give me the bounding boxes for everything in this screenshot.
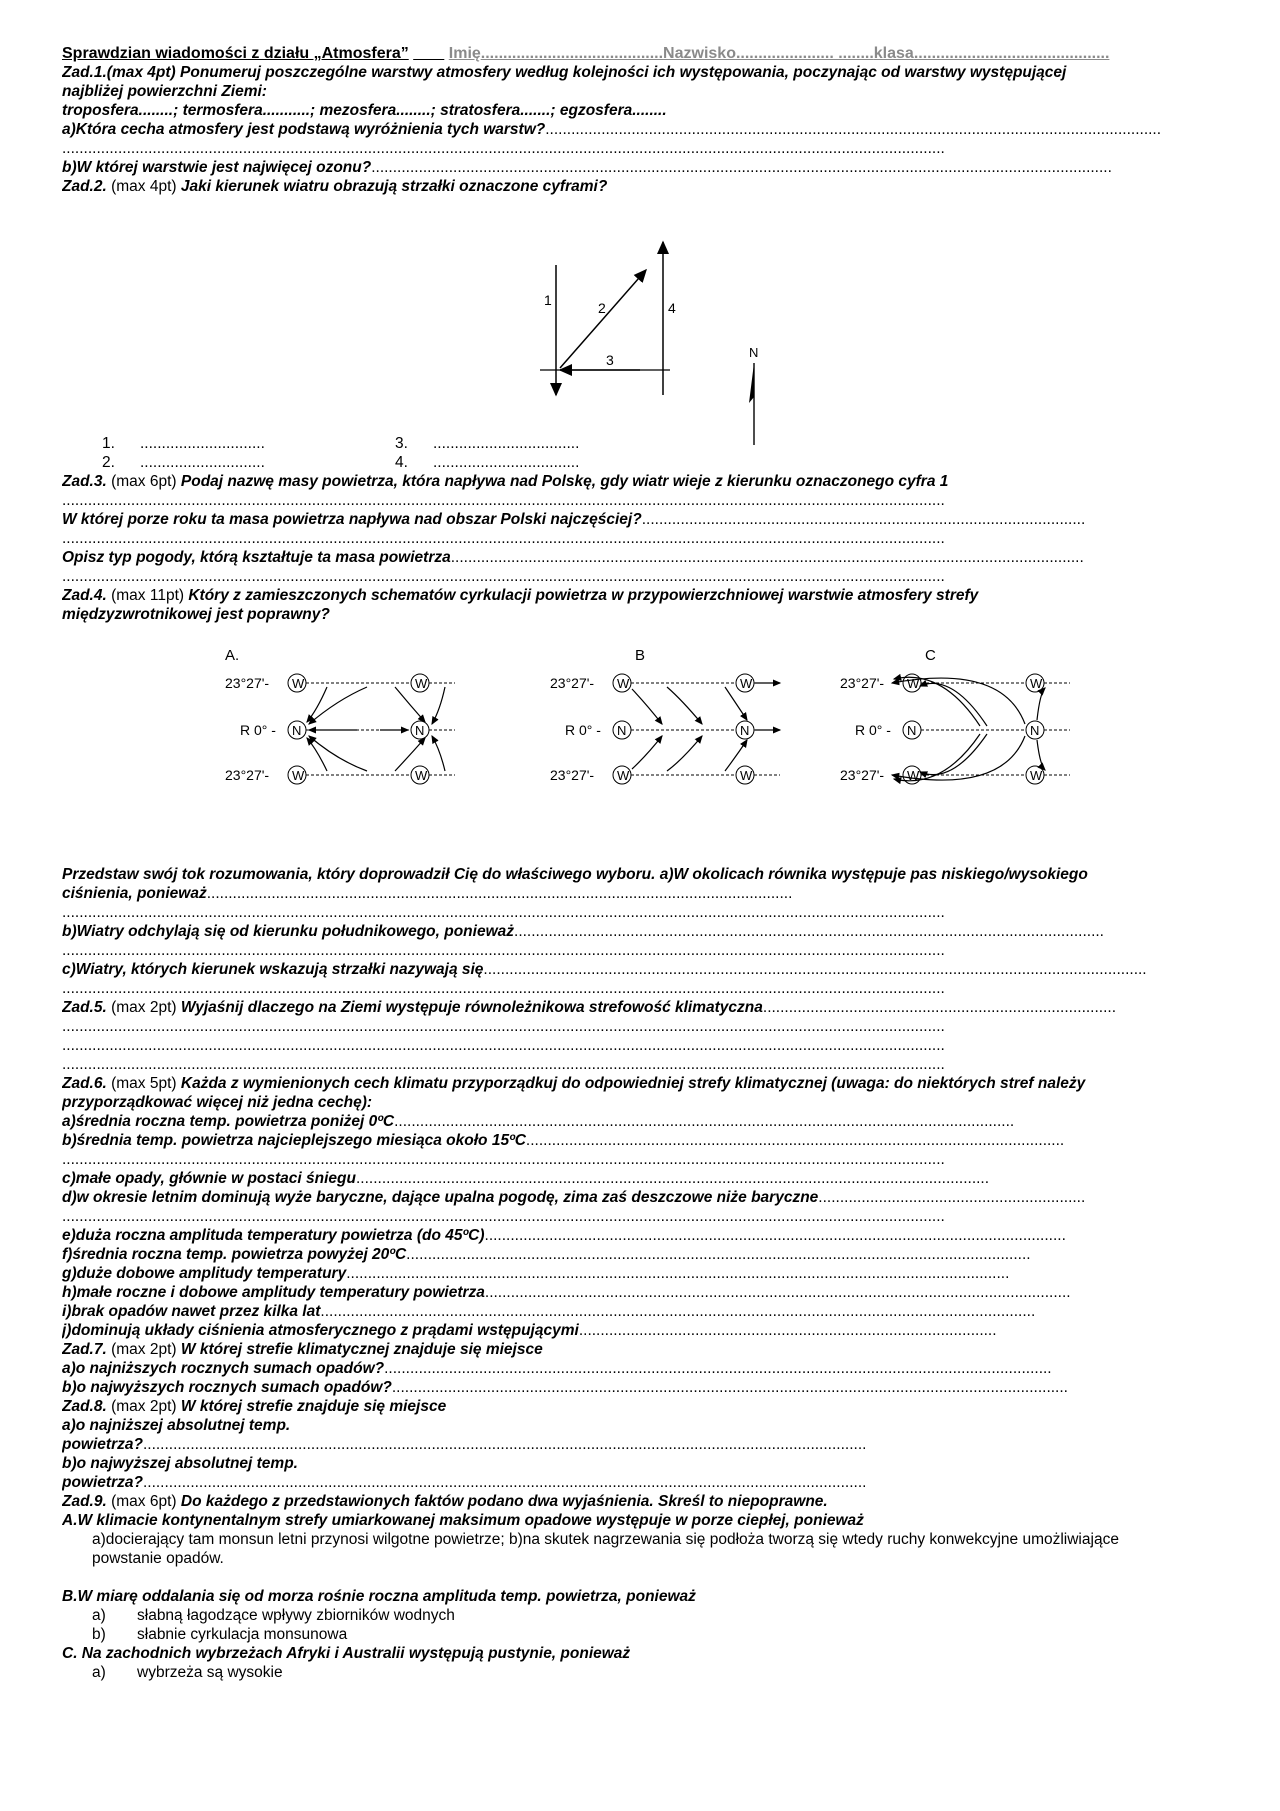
zad8-question: Zad.8. (max 2pt) W której strefie znajduje się miejsce (62, 1398, 447, 1415)
high-pressure-top-right-letter: W (1030, 676, 1043, 691)
answer-line: ............................................................................................................................................................................................................. (62, 980, 945, 997)
zad9-fact-b-option-b: b) słabnie cyrkulacja monsunowa (92, 1626, 348, 1643)
lat-label-top: 23°27'- (550, 675, 595, 691)
zad9-fact-b-option-a: a) słabną łagodzące wpływy zbiorników wodnych (92, 1607, 455, 1624)
zad4-reason: Przedstaw swój tok rozumowania, który doprowadził Cię do właściwego wyboru. a)W okolicach równika występuje pas niskiego/wysokiego (62, 866, 1088, 883)
zad6-b: b)średnia temp. powietrza najcieplejszego miesiąca około 15ºC............................................................................................................................. (62, 1132, 1065, 1149)
lat-label-bottom: 23°27'- (225, 767, 270, 783)
zad6-a: a)średnia roczna temp. powietrza poniżej 0ºC................................................................................................................................................ (62, 1113, 1015, 1130)
answer-line: ............................................................................................................................................................................................................. (62, 1018, 945, 1035)
arrow-label-3: 3 (606, 352, 614, 368)
zad8-a-cont: powietrza?........................................................................................................................................................................ (62, 1436, 867, 1453)
zad2-answer-2: 2. ............................. 4. .................................. (102, 454, 580, 471)
arrow-2 (560, 270, 646, 368)
low-pressure-left-letter: N (617, 723, 627, 738)
zad6-e: e)duża roczna amplituda temperatury powietrza (do 45ºC)....................................................................................................................................... (62, 1227, 1066, 1244)
arrow-label-2: 2 (598, 300, 606, 316)
zad2-answer-1: 1. ............................. 3. .................................. (102, 435, 580, 452)
header-line: Sprawdzian wiadomości z działu „Atmosfera” Imię.........................................Nazwisko...................... ........klasa............................................ (62, 45, 1110, 62)
answer-line: ............................................................................................................................................................................................................. (62, 942, 945, 959)
zad6-h: h)małe roczne i dobowe amplitudy temperatury powietrza........................................................................................................................................ (62, 1284, 1071, 1301)
high-pressure-top-left-letter: W (292, 676, 305, 691)
zad6-question-cont: przyporządkować więcej niż jedna cechę): (62, 1094, 373, 1111)
zad9-question: Zad.9. (max 6pt) Do każdego z przedstawionych faktów podano dwa wyjaśnienia. Skreśl to niepoprawne. (62, 1493, 828, 1510)
lat-label-bottom: 23°27'- (840, 767, 885, 783)
high-pressure-top-left-letter: W (617, 676, 630, 691)
zad3-q2: W której porze roku ta masa powietrza napływa nad obszar Polski najczęściej?....................................................................................................... (62, 511, 1086, 528)
zad4-c: c)Wiatry, których kierunek wskazują strzałki nazywają się.......................................................................................................................................................... (62, 961, 1147, 978)
scheme-label-0: A. (225, 648, 240, 664)
answer-line: ............................................................................................................................................................................................................. (62, 530, 945, 547)
equator-label: R 0° - (855, 722, 891, 738)
zad7-b: b)o najwyższych rocznych sumach opadów?............................................................................................................................................................. (62, 1379, 1068, 1396)
zad6-c: c)małe opady, głównie w postaci śniegu................................................................................................................................................... (62, 1170, 990, 1187)
zad7-question: Zad.7. (max 2pt) W której strefie klimatycznej znajduje się miejsce (62, 1341, 543, 1358)
zad9-fact-b: B.W miarę oddalania się od morza rośnie roczna amplituda temp. powietrza, ponieważ (62, 1588, 696, 1605)
zad6-g: g)duże dobowe amplitudy temperatury.......................................................................................................................................................... (62, 1265, 1010, 1282)
zad1-question: Zad.1.(max 4pt) Ponumeruj poszczególne warstwy atmosfery według kolejności ich występowania, poczynając od warstwy występującej (62, 64, 1067, 81)
zad6-question: Zad.6. (max 5pt) Każda z wymienionych cech klimatu przyporządkuj do odpowiedniej strefy klimatycznej (uwaga: do niektórych stref należy (62, 1075, 1086, 1092)
zad9-fact-c: C. Na zachodnich wybrzeżach Afryki i Australii występują pustynie, ponieważ (62, 1645, 631, 1662)
zad4-question-cont: międzyzwrotnikowej jest poprawny? (62, 606, 330, 623)
zad9-fact-a-answers: a)docierający tam monsun letni przynosi wilgotne powietrze; b)na skutek nagrzewania się podłoża tworzą się wtedy ruchy konwekcyjne umożliwiające powstanie opadów. (92, 1531, 1119, 1567)
high-pressure-bottom-right-letter: W (415, 768, 428, 783)
north-arrow-head (749, 363, 754, 403)
answer-line: ............................................................................................................................................................................................................. (62, 1151, 945, 1168)
zad4-b: b)Wiatry odchylają się od kierunku południkowego, ponieważ......................................................................................................................................... (62, 923, 1104, 940)
surname-label: Nazwisko (663, 45, 736, 62)
zad3-question: Zad.3. (max 6pt) Podaj nazwę masy powietrza, która napływa nad Polskę, gdy wiatr wieje z kierunku oznaczonego cyfra 1 (62, 473, 949, 490)
wind-arrow (920, 683, 987, 726)
zad4-question: Zad.4. (max 11pt) Który z zamieszczonych schematów cyrkulacji powietrza w przypowierzchniowej warstwie atmosfery strefy (62, 587, 979, 604)
zad1-question-cont: najbliżej powierzchni Ziemi: (62, 83, 267, 100)
answer-line: ............................................................................................................................................................................................................. (62, 1056, 945, 1073)
class-label: klasa (873, 45, 914, 62)
wind-arrow (920, 734, 987, 775)
wind-arrow (632, 689, 662, 724)
zad8-a: a)o najniższej absolutnej temp. (62, 1417, 291, 1434)
wind-arrow (667, 736, 702, 771)
high-pressure-top-right-letter: W (740, 676, 753, 691)
high-pressure-bottom-right-letter: W (740, 768, 753, 783)
answer-line: ............................................................................................................................................................................................................. (62, 492, 945, 509)
wind-arrow (432, 687, 445, 724)
zad6-j: j)dominują układy ciśnienia atmosferycznego z prądami wstępującymi................................................................................................. (62, 1322, 997, 1339)
high-pressure-bottom-left-letter: W (907, 768, 920, 783)
equator-label: R 0° - (565, 722, 601, 738)
zad4-reason-cont: ciśnienia, ponieważ........................................................................................................................................ (62, 885, 793, 902)
answer-line: ............................................................................................................................................................................................................. (62, 568, 945, 585)
low-pressure-right-letter: N (740, 723, 750, 738)
wind-arrow (667, 687, 702, 724)
low-pressure-left-letter: N (907, 723, 917, 738)
test-title: Sprawdzian wiadomości z działu „Atmosfera” (62, 45, 409, 62)
zad1-a: a)Która cecha atmosfery jest podstawą wyróżnienia tych warstw?............................................................................................................................................... (62, 121, 1162, 138)
answer-line: ............................................................................................................................................................................................................. (62, 904, 945, 921)
answer-line: ............................................................................................................................................................................................................. (62, 1208, 945, 1225)
wind-arrow (632, 736, 662, 769)
equator-label: R 0° - (240, 722, 276, 738)
zad1-b: b)W której warstwie jest najwięcej ozonu?............................................................................................................................................................................ (62, 159, 1112, 176)
lat-label-top: 23°27'- (840, 675, 885, 691)
zad2-question: Zad.2. (max 4pt) Jaki kierunek wiatru obrazują strzałki oznaczone cyframi? (62, 178, 608, 195)
zad8-b: b)o najwyższej absolutnej temp. (62, 1455, 298, 1472)
low-pressure-right-letter: N (415, 723, 425, 738)
name-label: Imię (448, 45, 481, 62)
zad6-f: f)średnia roczna temp. powietrza powyżej 20ºC................................................................................................................................................. (62, 1246, 1031, 1263)
wind-arrow (1037, 740, 1045, 770)
wind-arrows-diagram (520, 235, 780, 450)
high-pressure-bottom-left-letter: W (617, 768, 630, 783)
zad3-q3: Opisz typ pogody, którą kształtuje ta masa powietrza................................................................................................................................................... (62, 549, 1084, 566)
arrow-label-1: 1 (544, 292, 552, 308)
zad8-b-cont: powietrza?........................................................................................................................................................................ (62, 1474, 867, 1491)
circulation-schemes (215, 648, 1085, 788)
zad1-layers: troposfera........; termosfera...........; mezosfera........; stratosfera.......; egzosfera........ (62, 102, 667, 119)
answer-line: ............................................................................................................................................................................................................. (62, 140, 945, 157)
wind-arrow (1037, 688, 1045, 720)
zad6-d: d)w okresie letnim dominują wyże baryczne, dające upalna pogodę, zima zaś deszczowe niże baryczne.............................................................. (62, 1189, 1086, 1206)
zad7-a: a)o najniższych rocznych sumach opadów?........................................................................................................................................................... (62, 1360, 1052, 1377)
high-pressure-bottom-right-letter: W (1030, 768, 1043, 783)
answer-line: ............................................................................................................................................................................................................. (62, 1037, 945, 1054)
zad6-i: i)brak opadów nawet przez kilka lat...................................................................................................................................................................... (62, 1303, 1036, 1320)
scheme-label-1: B (635, 648, 646, 664)
low-pressure-right-letter: N (1030, 723, 1040, 738)
lat-label-bottom: 23°27'- (550, 767, 595, 783)
zad9-fact-a: A.W klimacie kontynentalnym strefy umiarkowanej maksimum opadowe występuje w porze ciepłej, ponieważ (62, 1512, 864, 1529)
low-pressure-left-letter: N (292, 723, 302, 738)
wind-arrow (432, 736, 445, 771)
arrow-label-4: 4 (668, 300, 676, 316)
zad9-fact-c-option-a: a) wybrzeża są wysokie (92, 1664, 283, 1681)
scheme-label-2: C (925, 648, 936, 664)
north-label: N (749, 345, 759, 360)
lat-label-top: 23°27'- (225, 675, 270, 691)
high-pressure-top-left-letter: W (907, 676, 920, 691)
high-pressure-bottom-left-letter: W (292, 768, 305, 783)
zad5-question: Zad.5. (max 2pt) Wyjaśnij dlaczego na Ziemi występuje równoleżnikowa strefowość klimatyczna.................................................................................. (62, 999, 1117, 1016)
high-pressure-top-right-letter: W (415, 676, 428, 691)
